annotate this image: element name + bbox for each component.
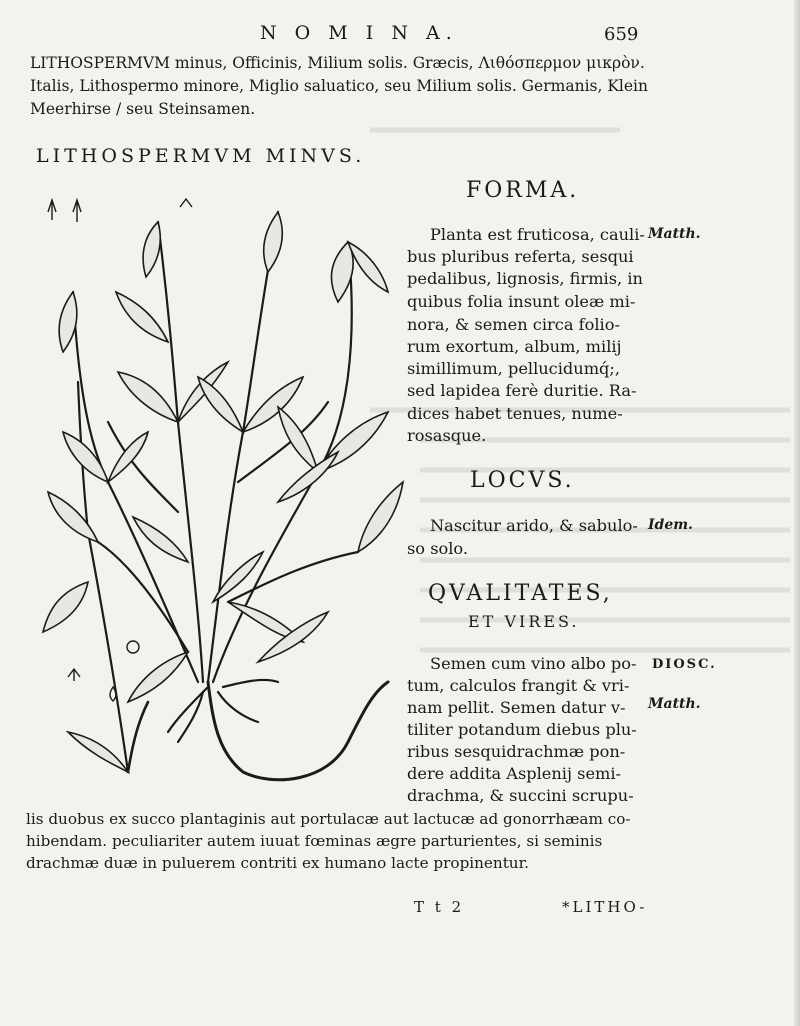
catchword: *LITHO- (562, 898, 648, 916)
plant-title: LITHOSPERMVM MINVS. (36, 145, 366, 167)
plant-woodcut-illustration (28, 182, 406, 800)
qualitates-line: tiliter potandum diebus plu- (407, 720, 637, 739)
page-edge-shadow (794, 0, 800, 1026)
qualitates-margin-note-matth: Matth. (648, 696, 701, 712)
qualitates-line: nam pellit. Semen datur v- (407, 698, 626, 717)
page-number: 659 (604, 24, 639, 45)
nomina-line-3: Meerhirse / seu Steinsamen. (30, 100, 256, 118)
nomina-line-1: LITHOSPERMVM minus, Officinis, Milium solis. Græcis, Λιθόσπερμον μικρὸν. (30, 54, 645, 72)
forma-line: simillimum, pellucidumq́;, (407, 359, 621, 378)
locus-heading: LOCVS. (470, 468, 575, 493)
nomina-line-2: Italis, Lithospermo minore, Miglio saluatico, seu Milium solis. Germanis, Klein (30, 77, 648, 95)
forma-line: rum exortum, album, milij (407, 337, 622, 356)
signature-mark: T t 2 (414, 898, 465, 916)
forma-line: Planta est fruticosa, cauli- (430, 225, 645, 244)
forma-line: rosasque. (407, 426, 487, 445)
forma-line: pedalibus, lignosis, firmis, in (407, 269, 643, 288)
forma-line: bus pluribus referta, sesqui (407, 247, 634, 266)
bottom-text-line: hibendam. peculiariter autem iuuat fœminas ægre parturientes, si seminis (26, 832, 603, 850)
qualitates-line: tum, calculos frangit & vri- (407, 676, 630, 695)
bottom-text-line: lis duobus ex succo plantaginis aut portulacæ aut lactucæ ad gonorrhæam co- (26, 810, 631, 828)
forma-line: dices habet tenues, nume- (407, 404, 623, 423)
qualitates-line: ribus sesquidrachmæ pon- (407, 742, 626, 761)
qualitates-subheading: ET VIRES. (468, 612, 580, 631)
forma-line: sed lapidea ferè duritie. Ra- (407, 381, 637, 400)
forma-margin-note: Matth. (648, 226, 701, 242)
locus-line: so solo. (407, 539, 469, 558)
qualitates-line: Semen cum vino albo po- (430, 654, 637, 673)
running-header: N O M I N A. (260, 22, 458, 44)
bottom-text-line: drachmæ duæ in puluerem contriti ex humano lacte propinentur. (26, 854, 529, 872)
forma-line: quibus folia insunt oleæ mi- (407, 292, 636, 311)
qualitates-line: dere addita Asplenij semi- (407, 764, 622, 783)
qualitates-margin-note-diosc: DIOSC. (652, 657, 717, 672)
forma-heading: FORMA. (466, 178, 580, 203)
locus-line: Nascitur arido, & sabulo- (430, 516, 638, 535)
forma-line: nora, & semen circa folio- (407, 315, 620, 334)
qualitates-heading: QVALITATES, (428, 581, 613, 606)
locus-margin-note: Idem. (648, 517, 693, 533)
qualitates-line: drachma, & succini scrupu- (407, 786, 634, 805)
